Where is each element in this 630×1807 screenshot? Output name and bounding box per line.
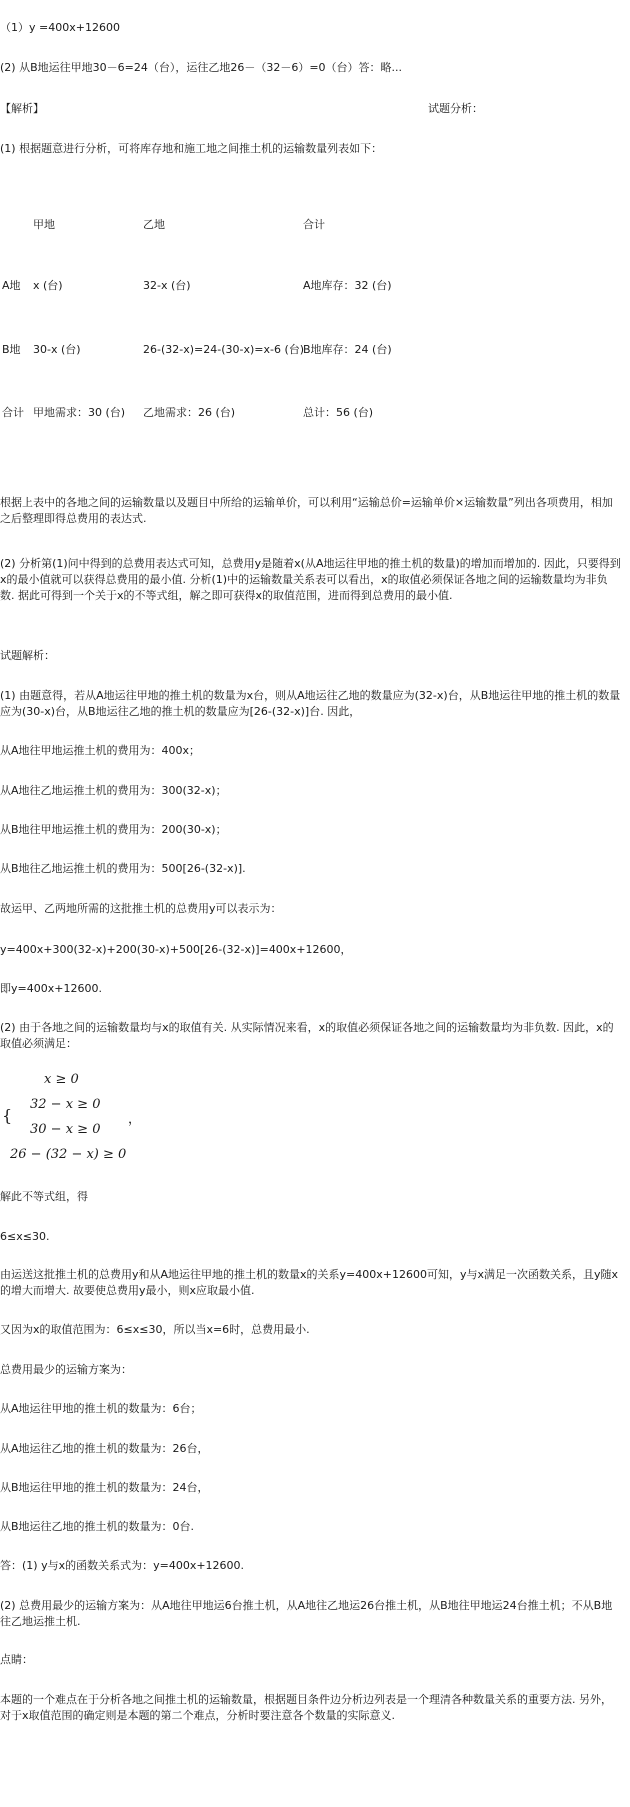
solution-title: 试题解析：: [0, 649, 55, 662]
solve-text: 解此不等式组，得: [0, 1190, 88, 1203]
cost-line-a-yi: 从A地往乙地运推土机的费用为：300(32-x)；: [0, 784, 227, 797]
answer-line-2: (2) 从B地运往甲地30－6=24（台），运往乙地26－（32－6）=0（台）答：略...: [0, 61, 403, 74]
solution-part-2: (2) 由于各地之间的运输数量均与x的取值有关. 从实际情况来看，x的取值必须保证各地之间的运输数量均为非负数. 因此，x的取值必须满足：: [0, 1021, 614, 1050]
total-cost-intro: 故运甲、乙两地所需的这批推土机的总费用y可以表示为：: [0, 902, 282, 915]
table-row-b-yi: 26-(32-x)=24-(30-x)=x-6 (台): [143, 343, 305, 356]
table-row-a-yi: 32-x (台): [143, 279, 191, 292]
analysis-right-label: 试题分析：: [428, 102, 483, 115]
total-cost-expression: y=400x+300(32-x)+200(30-x)+500[26-(32-x)]=400x+12600，: [0, 943, 352, 956]
plan-line-3: 从B地运往甲地的推土机的数量为：24台，: [0, 1481, 209, 1494]
table-row-a-jia: x (台): [33, 279, 63, 292]
system-line-4: 26 − (32 − x) ≥ 0: [10, 1147, 127, 1162]
table-row-b-label: B地: [2, 343, 21, 356]
table-row-sum-label: 合计: [2, 406, 24, 419]
analysis-paragraph-1: 根据上表中的各地之间的运输数量以及题目中所给的运输单价，可以利用“运输总价=运输单价×运输数量”列出各项费用，相加之后整理即得总费用的表达式.: [0, 496, 613, 525]
system-line-3: 30 − x ≥ 0: [30, 1122, 101, 1137]
system-trail: ，: [128, 1112, 142, 1127]
table-row-b-jia: 30-x (台): [33, 343, 81, 356]
plan-title: 总费用最少的运输方案为：: [0, 1363, 132, 1376]
note-text: 本题的一个难点在于分析各地之间推土机的运输数量，根据题目条件边分析边列表是一个理清各种数量关系的重要方法. 另外，对于x取值范围的确定则是本题的第二个难点，分析时要注意各个数量的实际意义.: [0, 1693, 612, 1722]
note-title: 点睛：: [0, 1653, 33, 1666]
plan-line-1: 从A地运往甲地的推土机的数量为：6台；: [0, 1402, 202, 1415]
table-header-total: 合计: [303, 218, 325, 231]
x-range: 6≤x≤30.: [0, 1230, 50, 1243]
answer-1: 答：(1) y与x的函数关系式为：y=400x+12600.: [0, 1559, 245, 1572]
system-line-1: x ≥ 0: [44, 1072, 79, 1087]
plan-line-4: 从B地运往乙地的推土机的数量为：0台.: [0, 1520, 195, 1533]
cost-line-b-yi: 从B地往乙地运推土机的费用为：500[26-(32-x)].: [0, 862, 246, 875]
answer-2: (2) 总费用最少的运输方案为：从A地往甲地运6台推土机，从A地往乙地运26台推土机，从B地往甲地运24台推土机；不从B地往乙地运推土机.: [0, 1599, 613, 1628]
system-brace: {: [2, 1106, 13, 1125]
system-line-2: 32 − x ≥ 0: [30, 1097, 101, 1112]
table-row-sum-total: 总计：56 (台): [303, 406, 374, 419]
table-row-sum-yi: 乙地需求：26 (台): [143, 406, 236, 419]
table-row-b-total: B地库存：24 (台): [303, 343, 392, 356]
table-row-a-total: A地库存：32 (台): [303, 279, 392, 292]
table-header-yi: 乙地: [143, 218, 165, 231]
answer-line-1: （1）y =400x+12600: [0, 21, 120, 34]
solution-part-1: (1) 由题意得，若从A地运往甲地的推土机的数量为x台，则从A地运往乙地的数量应为(32-x)台，从B地运往甲地的推土机的数量应为(30-x)台，从B地运往乙地的推土机的数量应为[26-(32-x)]台. 因此，: [0, 689, 621, 718]
range-paragraph: 又因为x的取值范围为：6≤x≤30，所以当x=6时，总费用最小.: [0, 1323, 310, 1336]
analysis-label: 【解析】: [0, 102, 44, 115]
analysis-intro: (1) 根据题意进行分析，可将库存地和施工地之间推土机的运输数量列表如下：: [0, 142, 383, 155]
cost-line-b-jia: 从B地往甲地运推土机的费用为：200(30-x)；: [0, 823, 227, 836]
table-row-sum-jia: 甲地需求：30 (台): [33, 406, 126, 419]
plan-line-2: 从A地运往乙地的推土机的数量为：26台，: [0, 1442, 209, 1455]
cost-line-a-jia: 从A地往甲地运推土机的费用为：400x；: [0, 744, 201, 757]
monotonic-paragraph: 由运送这批推土机的总费用y和从A地运往甲地的推土机的数量x的关系y=400x+12600可知，y与x满足一次函数关系，且y随x的增大而增大. 故要使总费用y最小，则x应取最小值.: [0, 1268, 619, 1297]
analysis-paragraph-2: (2) 分析第(1)问中得到的总费用表达式可知，总费用y是随着x(从A地运往甲地的推土机的数量)的增加而增加的. 因此，只要得到x的最小值就可以获得总费用的最小值. 分析(1)中的运输数量关系表可以看出，x的取值必须保证各地之间的运输数量均为非负数. 据此可得到一个关于x的不等式组，解之即可获得x的取值范围，进而得到总费用的最小值.: [0, 557, 621, 602]
table-header-jia: 甲地: [33, 218, 55, 231]
table-row-a-label: A地: [2, 279, 21, 292]
total-cost-result: 即y=400x+12600.: [0, 982, 102, 995]
